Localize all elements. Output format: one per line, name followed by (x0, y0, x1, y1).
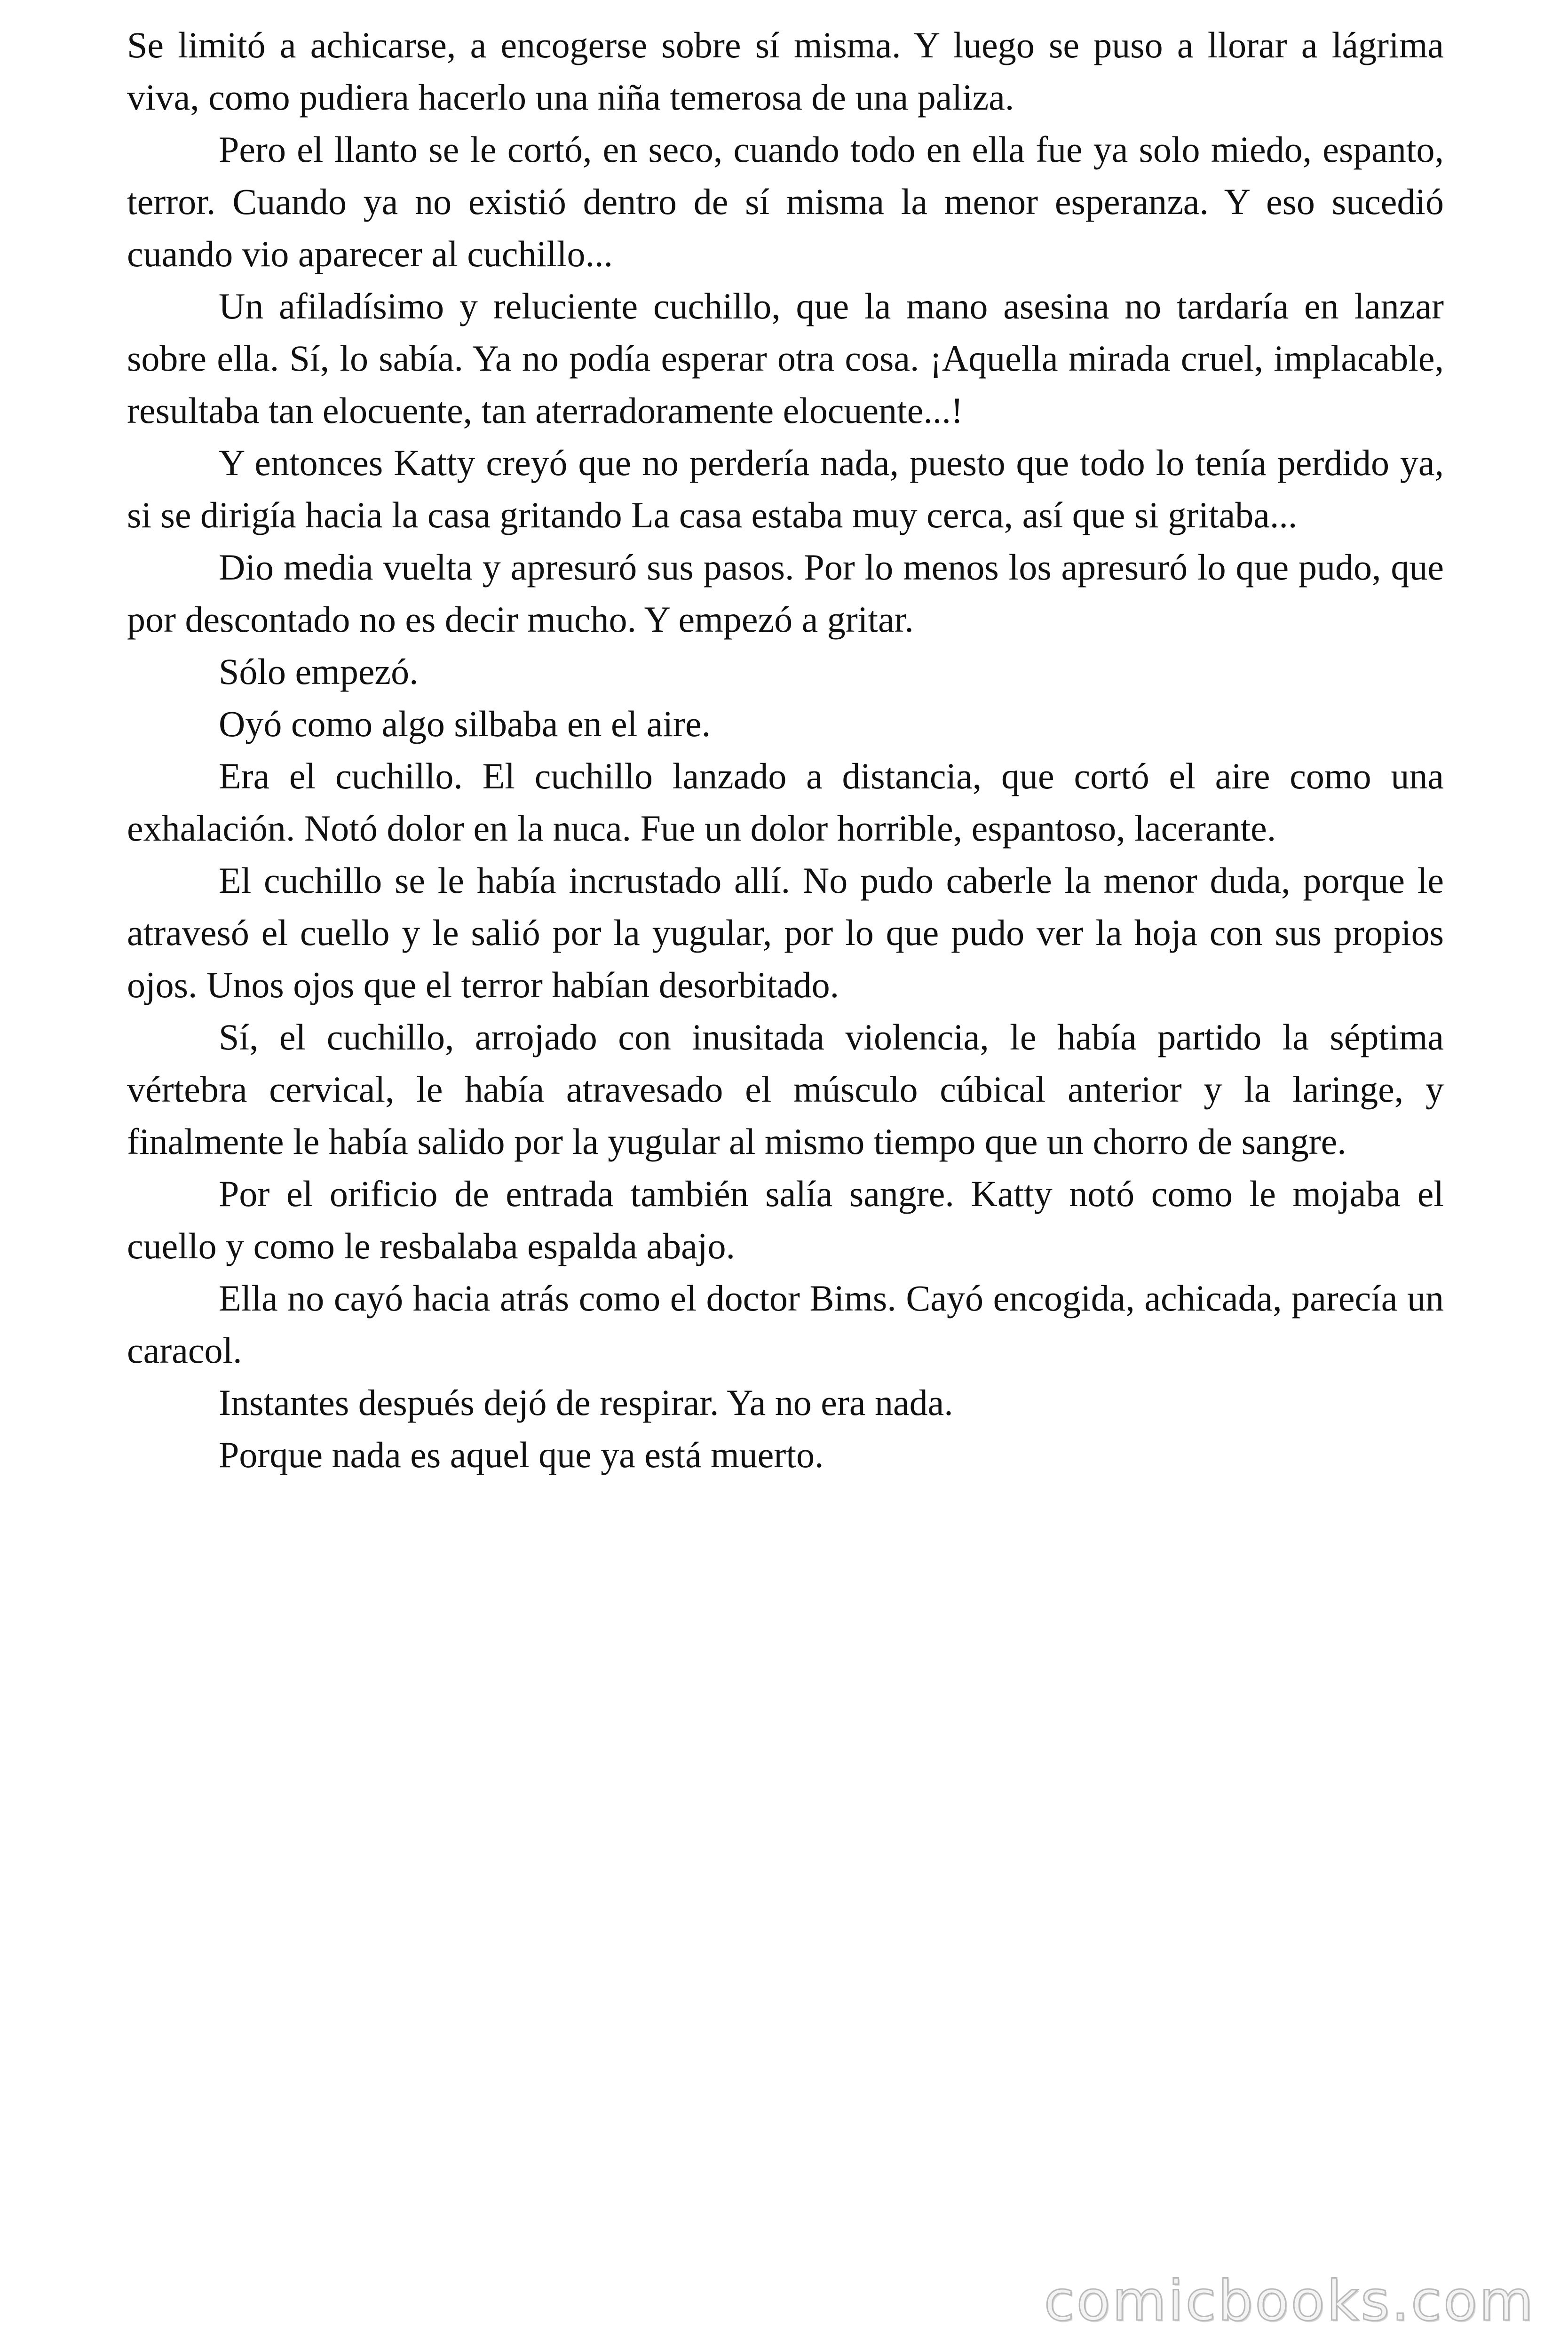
paragraph-8: Era el cuchillo. El cuchillo lanzado a distancia, que cortó el aire como una exhalación. Notó dolor en la nuca. Fue un dolor horrible, espantoso, lacerante. (127, 755, 1444, 849)
paragraph-9: El cuchillo se le había incrustado allí. No pudo caberle la menor duda, porque le atravesó el cuello y le salió por la yugular, por lo que pudo ver la hoja con sus propios ojos. Unos ojos que el terror habían desorbitado. (127, 860, 1444, 1005)
paragraph-2: Pero el llanto se le cortó, en seco, cuando todo en ella fue ya solo miedo, espanto, terror. Cuando ya no existió dentro de sí misma la menor esperanza. Y eso sucedió cuando vio aparecer al cuchillo... (127, 129, 1444, 274)
paragraph-14: Porque nada es aquel que ya está muerto. (219, 1434, 824, 1475)
paragraph-3: Un afiladísimo y reluciente cuchillo, que la mano asesina no tardaría en lanzar sobre ella. Sí, lo sabía. Ya no podía esperar otra cosa. ¡Aquella mirada cruel, implacable, resultaba tan elocuente, tan aterradoramente elocuente...! (127, 286, 1444, 431)
paragraph-1: Se limitó a achicarse, a encogerse sobre sí misma. Y luego se puso a llorar a lágrima viva, como pudiera hacerlo una niña temerosa de una paliza. (127, 24, 1444, 118)
paragraph-10: Sí, el cuchillo, arrojado con inusitada violencia, le había partido la séptima vértebra cervical, le había atravesado el músculo cúbical anterior y la laringe, y finalmente le había salido por la yugular al mismo tiempo que un chorro de sangre. (127, 1017, 1444, 1162)
paragraph-5: Dio media vuelta y apresuró sus pasos. Por lo menos los apresuró lo que pudo, que por descontado no es decir mucho. Y empezó a gritar. (127, 547, 1444, 640)
paragraph-13: Instantes después dejó de respirar. Ya no era nada. (219, 1382, 953, 1423)
paragraph-6: Sólo empezó. (219, 651, 419, 692)
site-watermark: comicbooks.com (1044, 2268, 1535, 2333)
paragraph-12: Ella no cayó hacia atrás como el doctor Bims. Cayó encogida, achicada, parecía un caracol. (127, 1278, 1444, 1371)
paragraph-11: Por el orificio de entrada también salía sangre. Katty notó como le mojaba el cuello y como le resbalaba espalda abajo. (127, 1173, 1444, 1266)
body-text (127, 19, 1444, 1481)
paragraph-4: Y entonces Katty creyó que no perdería nada, puesto que todo lo tenía perdido ya, si se dirigía hacia la casa gritando La casa estaba muy cerca, así que si gritaba... (127, 442, 1444, 535)
paragraph-7: Oyó como algo silbaba en el aire. (219, 703, 711, 744)
